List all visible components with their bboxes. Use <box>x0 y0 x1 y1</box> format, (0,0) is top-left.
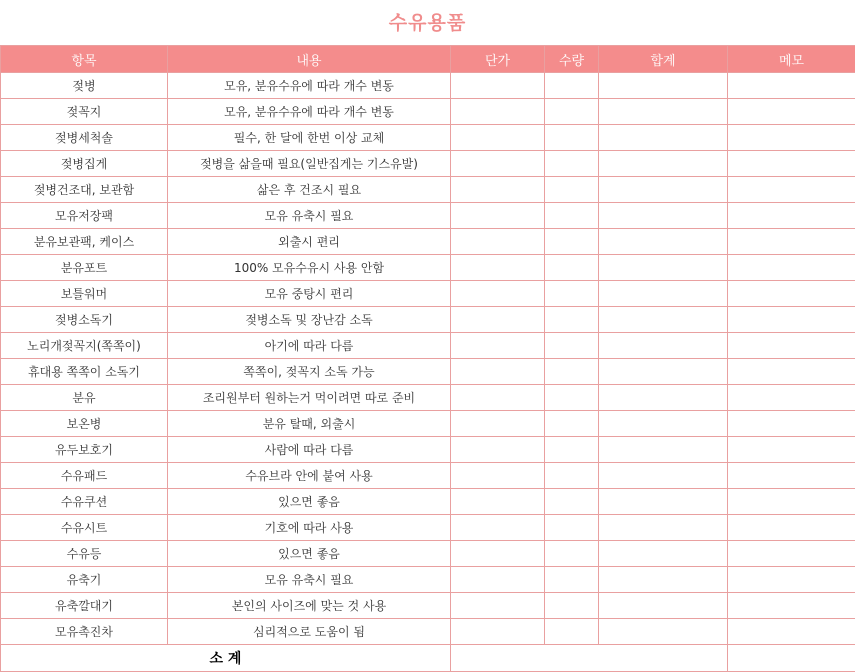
unit-price-cell[interactable] <box>451 125 545 151</box>
table-row <box>1 593 855 619</box>
unit-price-cell[interactable] <box>451 281 545 307</box>
quantity-cell[interactable] <box>545 437 599 463</box>
item-cell: 수유등 <box>1 541 168 567</box>
description-cell: 모유, 분유수유에 따라 개수 변동 <box>168 99 451 125</box>
supplies-table <box>0 45 855 672</box>
total-cell[interactable] <box>599 385 728 411</box>
unit-price-cell[interactable] <box>451 463 545 489</box>
description-cell: 필수, 한 달에 한번 이상 교체 <box>168 125 451 151</box>
item-cell: 모유저장팩 <box>1 203 168 229</box>
unit-price-cell[interactable] <box>451 619 545 645</box>
item-cell: 젖병소독기 <box>1 307 168 333</box>
quantity-cell[interactable] <box>545 593 599 619</box>
quantity-cell[interactable] <box>545 463 599 489</box>
total-cell[interactable] <box>599 333 728 359</box>
total-cell[interactable] <box>599 151 728 177</box>
total-cell[interactable] <box>599 359 728 385</box>
item-cell: 젖병건조대, 보관함 <box>1 177 168 203</box>
total-cell[interactable] <box>599 541 728 567</box>
table-row <box>1 437 855 463</box>
quantity-cell[interactable] <box>545 99 599 125</box>
table-row <box>1 567 855 593</box>
item-cell: 보틀워머 <box>1 281 168 307</box>
unit-price-cell[interactable] <box>451 177 545 203</box>
description-cell: 수유브라 안에 붙여 사용 <box>168 463 451 489</box>
item-cell: 보온병 <box>1 411 168 437</box>
item-cell: 분유포트 <box>1 255 168 281</box>
table-row <box>1 99 855 125</box>
item-cell: 수유패드 <box>1 463 168 489</box>
description-cell: 외출시 편리 <box>168 229 451 255</box>
unit-price-cell[interactable] <box>451 203 545 229</box>
unit-price-cell[interactable] <box>451 255 545 281</box>
table-row <box>1 125 855 151</box>
memo-cell[interactable] <box>728 593 855 619</box>
column-header-total[interactable]: 합계 <box>599 46 728 73</box>
description-cell: 쪽쪽이, 젖꼭지 소독 가능 <box>168 359 451 385</box>
total-cell[interactable] <box>599 489 728 515</box>
subtotal-row <box>1 645 855 672</box>
memo-cell[interactable] <box>728 359 855 385</box>
page-title: 수유용품 <box>0 8 855 35</box>
table-row <box>1 229 855 255</box>
unit-price-cell[interactable] <box>451 99 545 125</box>
total-cell[interactable] <box>599 411 728 437</box>
table-row <box>1 307 855 333</box>
unit-price-cell[interactable] <box>451 489 545 515</box>
memo-cell[interactable] <box>728 515 855 541</box>
memo-cell[interactable] <box>728 255 855 281</box>
memo-cell[interactable] <box>728 307 855 333</box>
description-cell: 모유, 분유수유에 따라 개수 변동 <box>168 73 451 99</box>
item-cell: 모유촉진차 <box>1 619 168 645</box>
total-cell[interactable] <box>599 515 728 541</box>
description-cell: 아기에 따라 다름 <box>168 333 451 359</box>
item-cell: 노리개젖꼭지(쪽쪽이) <box>1 333 168 359</box>
quantity-cell[interactable] <box>545 177 599 203</box>
quantity-cell[interactable] <box>545 333 599 359</box>
total-cell[interactable] <box>599 255 728 281</box>
table-header-row <box>1 46 855 73</box>
memo-cell[interactable] <box>728 281 855 307</box>
memo-cell[interactable] <box>728 567 855 593</box>
total-cell[interactable] <box>599 619 728 645</box>
memo-cell[interactable] <box>728 411 855 437</box>
total-cell[interactable] <box>599 125 728 151</box>
item-cell: 분유 <box>1 385 168 411</box>
item-cell: 유축기 <box>1 567 168 593</box>
item-cell: 유축깔대기 <box>1 593 168 619</box>
memo-cell[interactable] <box>728 489 855 515</box>
total-cell[interactable] <box>599 463 728 489</box>
total-cell[interactable] <box>599 177 728 203</box>
table-row <box>1 151 855 177</box>
table-row <box>1 541 855 567</box>
item-cell: 젖병세척솔 <box>1 125 168 151</box>
table-row <box>1 411 855 437</box>
column-header-description[interactable]: 내용 <box>168 46 451 73</box>
quantity-cell[interactable] <box>545 203 599 229</box>
quantity-cell[interactable] <box>545 281 599 307</box>
memo-cell[interactable] <box>728 177 855 203</box>
subtotal-memo-cell[interactable] <box>728 645 855 672</box>
quantity-cell[interactable] <box>545 515 599 541</box>
description-cell: 본인의 사이즈에 맞는 것 사용 <box>168 593 451 619</box>
memo-cell[interactable] <box>728 73 855 99</box>
unit-price-cell[interactable] <box>451 515 545 541</box>
column-header-unit-price[interactable]: 단가 <box>451 46 545 73</box>
description-cell: 심리적으로 도움이 됨 <box>168 619 451 645</box>
unit-price-cell[interactable] <box>451 307 545 333</box>
quantity-cell[interactable] <box>545 229 599 255</box>
total-cell[interactable] <box>599 593 728 619</box>
memo-cell[interactable] <box>728 229 855 255</box>
quantity-cell[interactable] <box>545 619 599 645</box>
item-cell: 젖병집게 <box>1 151 168 177</box>
description-cell: 모유 유축시 필요 <box>168 567 451 593</box>
unit-price-cell[interactable] <box>451 437 545 463</box>
memo-cell[interactable] <box>728 385 855 411</box>
memo-cell[interactable] <box>728 125 855 151</box>
unit-price-cell[interactable] <box>451 359 545 385</box>
total-cell[interactable] <box>599 73 728 99</box>
unit-price-cell[interactable] <box>451 73 545 99</box>
total-cell[interactable] <box>599 567 728 593</box>
unit-price-cell[interactable] <box>451 411 545 437</box>
table-row <box>1 203 855 229</box>
table-row <box>1 489 855 515</box>
description-cell: 기호에 따라 사용 <box>168 515 451 541</box>
unit-price-cell[interactable] <box>451 593 545 619</box>
memo-cell[interactable] <box>728 203 855 229</box>
total-cell[interactable] <box>599 281 728 307</box>
column-header-quantity[interactable]: 수량 <box>545 46 599 73</box>
quantity-cell[interactable] <box>545 255 599 281</box>
total-cell[interactable] <box>599 229 728 255</box>
memo-cell[interactable] <box>728 151 855 177</box>
unit-price-cell[interactable] <box>451 541 545 567</box>
memo-cell[interactable] <box>728 541 855 567</box>
description-cell: 100% 모유수유시 사용 안함 <box>168 255 451 281</box>
item-cell: 분유보관팩, 케이스 <box>1 229 168 255</box>
table-row <box>1 515 855 541</box>
memo-cell[interactable] <box>728 619 855 645</box>
table-row <box>1 463 855 489</box>
table-row <box>1 281 855 307</box>
total-cell[interactable] <box>599 437 728 463</box>
quantity-cell[interactable] <box>545 73 599 99</box>
table-row <box>1 619 855 645</box>
description-cell: 있으면 좋음 <box>168 489 451 515</box>
table-row <box>1 255 855 281</box>
column-header-memo[interactable]: 메모 <box>728 46 855 73</box>
quantity-cell[interactable] <box>545 411 599 437</box>
quantity-cell[interactable] <box>545 125 599 151</box>
quantity-cell[interactable] <box>545 567 599 593</box>
description-cell: 젖병을 삶을때 필요(일반집게는 기스유발) <box>168 151 451 177</box>
memo-cell[interactable] <box>728 333 855 359</box>
total-cell[interactable] <box>599 99 728 125</box>
subtotal-label: 소 계 <box>1 645 451 672</box>
unit-price-cell[interactable] <box>451 385 545 411</box>
subtotal-value-cell[interactable] <box>451 645 728 672</box>
unit-price-cell[interactable] <box>451 151 545 177</box>
item-cell: 휴대용 쪽쪽이 소독기 <box>1 359 168 385</box>
description-cell: 젖병소독 및 장난감 소독 <box>168 307 451 333</box>
quantity-cell[interactable] <box>545 385 599 411</box>
item-cell: 젖병 <box>1 73 168 99</box>
item-cell: 수유쿠션 <box>1 489 168 515</box>
description-cell: 삶은 후 건조시 필요 <box>168 177 451 203</box>
table-row <box>1 73 855 99</box>
quantity-cell[interactable] <box>545 307 599 333</box>
unit-price-cell[interactable] <box>451 567 545 593</box>
table-row <box>1 359 855 385</box>
description-cell: 조리원부터 원하는거 먹이려면 따로 준비 <box>168 385 451 411</box>
memo-cell[interactable] <box>728 99 855 125</box>
description-cell: 분유 탈때, 외출시 <box>168 411 451 437</box>
table-row <box>1 385 855 411</box>
column-header-item[interactable]: 항목 <box>1 46 168 73</box>
total-cell[interactable] <box>599 307 728 333</box>
memo-cell[interactable] <box>728 437 855 463</box>
memo-cell[interactable] <box>728 463 855 489</box>
unit-price-cell[interactable] <box>451 229 545 255</box>
description-cell: 있으면 좋음 <box>168 541 451 567</box>
description-cell: 사람에 따라 다름 <box>168 437 451 463</box>
quantity-cell[interactable] <box>545 541 599 567</box>
total-cell[interactable] <box>599 203 728 229</box>
item-cell: 유두보호기 <box>1 437 168 463</box>
item-cell: 수유시트 <box>1 515 168 541</box>
item-cell: 젖꼭지 <box>1 99 168 125</box>
table-row <box>1 177 855 203</box>
description-cell: 모유 중탕시 편리 <box>168 281 451 307</box>
unit-price-cell[interactable] <box>451 333 545 359</box>
description-cell: 모유 유축시 필요 <box>168 203 451 229</box>
quantity-cell[interactable] <box>545 151 599 177</box>
quantity-cell[interactable] <box>545 489 599 515</box>
quantity-cell[interactable] <box>545 359 599 385</box>
table-row <box>1 333 855 359</box>
